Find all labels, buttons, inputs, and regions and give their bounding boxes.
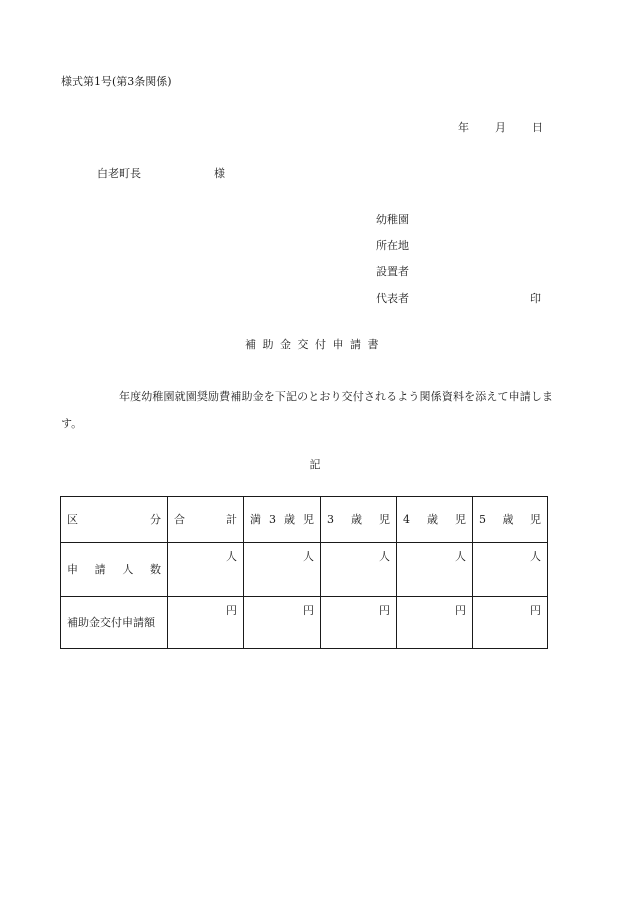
date-line — [458, 122, 543, 133]
seal-mark: 印 — [530, 292, 541, 305]
header-char: 4 — [403, 513, 410, 526]
application-table — [60, 496, 548, 649]
count-cell-age-4[interactable]: 人 — [397, 543, 473, 597]
header-char: 歳 — [502, 513, 514, 526]
header-char: 歳 — [351, 513, 362, 526]
table-row — [61, 597, 548, 649]
applicant-representative-label: 代表者 — [376, 292, 409, 305]
header-char: 5 — [479, 513, 486, 526]
count-cell-under-3[interactable]: 人 — [244, 543, 321, 597]
amount-cell-age-4[interactable]: 円 — [397, 597, 473, 649]
table-row — [61, 543, 548, 597]
header-char: 児 — [303, 513, 314, 526]
date-day: 日 — [532, 121, 543, 134]
application-statement: 年度幼稚園就園奨励費補助金を下記のとおり交付されるよう関係資料を添えて申請します。 — [61, 390, 553, 430]
ki-heading: 記 — [309, 458, 321, 471]
header-char: 合 — [174, 513, 185, 526]
document-title: 補助金交付申請書 — [245, 338, 385, 351]
header-char: 児 — [455, 513, 466, 526]
row-label-char: 請 — [94, 563, 106, 576]
amount-cell-under-3[interactable]: 円 — [244, 597, 321, 649]
count-cell-age-3[interactable]: 人 — [321, 543, 397, 597]
header-char: 児 — [530, 513, 541, 526]
header-char: 3 — [269, 513, 276, 526]
header-age-4 — [397, 497, 473, 543]
count-cell-age-5[interactable]: 人 — [473, 543, 548, 597]
amount-cell-age-5[interactable]: 円 — [473, 597, 548, 649]
header-char: 計 — [226, 513, 237, 526]
header-row — [61, 497, 548, 543]
row-label-amount: 補助金交付申請額 — [61, 597, 168, 649]
amount-cell-total[interactable]: 円 — [168, 597, 244, 649]
date-month: 月 — [495, 121, 506, 134]
count-cell-total[interactable]: 人 — [168, 543, 244, 597]
date-year: 年 — [458, 121, 469, 134]
applicant-location-label: 所在地 — [376, 239, 409, 252]
addressee-name: 白老町長 — [97, 167, 141, 180]
row-label-char: 申 — [67, 563, 78, 576]
corner-cell — [61, 497, 168, 543]
applicant-kindergarten-label: 幼稚園 — [376, 213, 409, 226]
header-age-3 — [321, 497, 397, 543]
header-char: 歳 — [427, 513, 438, 526]
header-char: 歳 — [284, 513, 295, 526]
header-age-5 — [473, 497, 548, 543]
header-total — [168, 497, 244, 543]
header-char: 満 — [250, 513, 261, 526]
amount-cell-age-3[interactable]: 円 — [321, 597, 397, 649]
header-char: 3 — [327, 513, 334, 526]
header-char: 児 — [379, 513, 390, 526]
applicant-founder-label: 設置者 — [376, 265, 409, 278]
form-number: 様式第1号(第3条関係) — [61, 75, 172, 88]
corner-char: 区 — [67, 513, 78, 526]
addressee-honorific: 様 — [214, 167, 225, 180]
row-label-char: 人 — [122, 563, 134, 576]
header-under-3 — [244, 497, 321, 543]
row-label-applicants — [61, 543, 168, 597]
corner-char: 分 — [150, 513, 161, 526]
row-label-char: 数 — [149, 563, 161, 576]
